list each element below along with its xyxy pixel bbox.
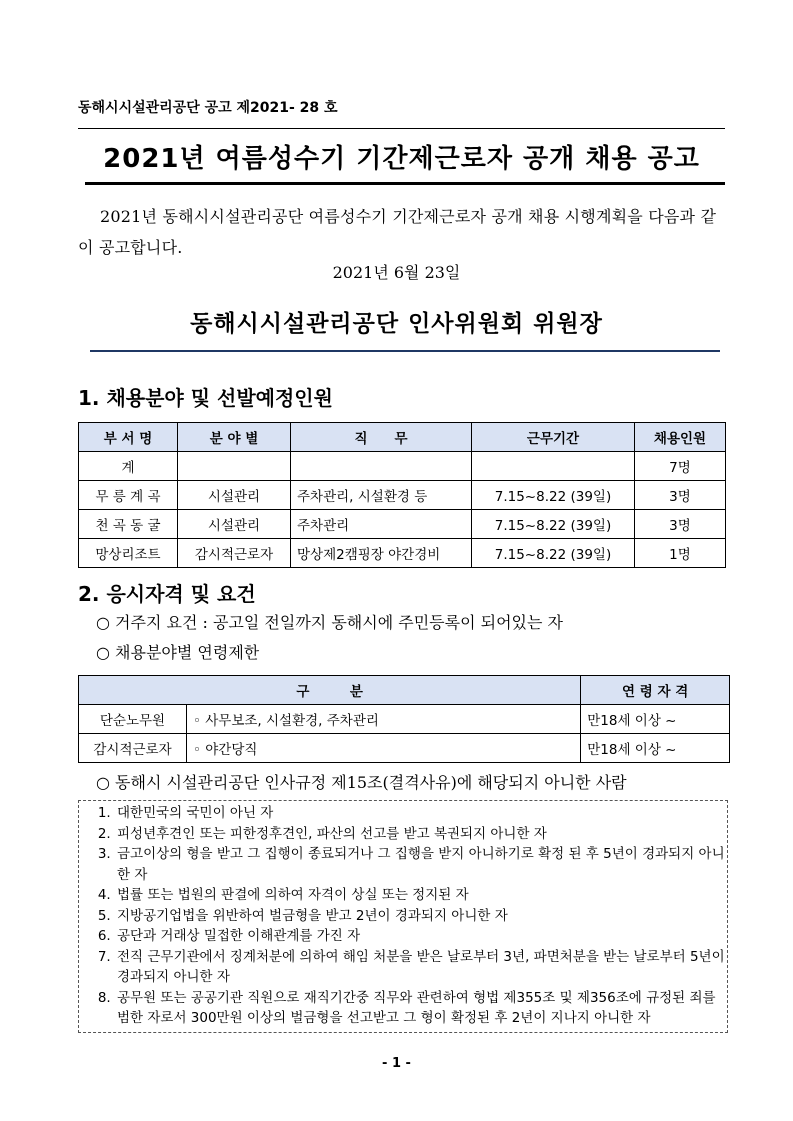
column-header: 근무기간: [472, 423, 635, 452]
list-item: 5. 지방공기업법을 위반하여 벌금형을 받고 2년이 경과되지 아니한 자: [115, 906, 727, 927]
cell-period: [472, 452, 635, 481]
intro-paragraph: 2021년 동해시시설관리공단 여름성수기 기간제근로자 공개 채용 시행계획을 다음과 같이 공고합니다.: [78, 207, 717, 257]
table-header-row: [79, 423, 726, 452]
cell-period: 7.15~8.22 (39일): [472, 510, 635, 539]
list-item: 1. 대한민국의 국민이 아닌 자: [115, 803, 727, 824]
notice-number: 동해시시설관리공단 공고 제2021- 28 호: [78, 100, 338, 116]
list-item: 8. 공무원 또는 공공기관 직원으로 재직기간중 직무와 관련하여 형법 제355조 및 제356조에 규정된 죄를 범한 자로서 300만원 이상의 벌금형을 선고받고 그 형이 확정된 후 2년이 지나지 아니한 자: [115, 988, 727, 1029]
disqualification-heading: ○ 동해시 시설관리공단 인사규정 제15조(결격사유)에 해당되지 아니한 사람: [96, 773, 627, 792]
cell-duty: [291, 452, 472, 481]
cell-category: 단순노무원: [79, 705, 187, 734]
cell-count: 3명: [635, 481, 726, 510]
column-header: 구 분: [79, 676, 581, 705]
cell-duty: 망상제2캠핑장 야간경비: [291, 539, 472, 568]
list-item: 6. 공단과 거래상 밀접한 이해관계를 가진 자: [115, 926, 727, 947]
section-heading: 1. 채용분야 및 선발예정인원: [78, 386, 333, 410]
cell-duties: ◦ 사무보조, 시설환경, 주차관리: [187, 705, 581, 734]
cell-department: 천 곡 동 굴: [79, 510, 178, 539]
recruitment-table: [78, 422, 726, 568]
age-limit-table: [78, 675, 730, 763]
cell-field: [178, 452, 291, 481]
page-title: 2021년 여름성수기 기간제근로자 공개 채용 공고: [103, 144, 700, 174]
list-item: 3. 금고이상의 형을 받고 그 집행이 종료되거나 그 집행을 받지 아니하기로 확정 된 후 5년이 경과되지 아니한 자: [115, 844, 727, 885]
committee-chair: 동해시시설관리공단 인사위원회 위원장: [190, 311, 603, 337]
cell-count: 1명: [635, 539, 726, 568]
divider: [78, 128, 725, 129]
cell-department: 계: [79, 452, 178, 481]
list-item: 4. 법률 또는 법원의 판결에 의하여 자격이 상실 또는 정지된 자: [115, 885, 727, 906]
table-row: [79, 510, 726, 539]
column-header: 직 무: [291, 423, 472, 452]
section-heading: 2. 응시자격 및 요건: [78, 582, 256, 606]
column-header: 부 서 명: [79, 423, 178, 452]
cell-duty: 주차관리, 시설환경 등: [291, 481, 472, 510]
list-item: 2. 피성년후견인 또는 피한정후견인, 파산의 선고를 받고 복권되지 아니한 자: [115, 824, 727, 845]
cell-field: 시설관리: [178, 510, 291, 539]
cell-age: 만18세 이상 ~: [581, 734, 730, 763]
table-row: [79, 705, 730, 734]
cell-department: 무 릉 계 곡: [79, 481, 178, 510]
disqualification-box: [78, 800, 728, 1033]
cell-department: 망상리조트: [79, 539, 178, 568]
table-header-row: [79, 676, 730, 705]
table-row: [79, 539, 726, 568]
column-header: 분 야 별: [178, 423, 291, 452]
divider: [90, 350, 720, 352]
cell-count: 7명: [635, 452, 726, 481]
cell-field: 감시적근로자: [178, 539, 291, 568]
table-row: [79, 481, 726, 510]
divider: [85, 182, 725, 185]
residence-requirement: ○ 거주지 요건 : 공고일 전일까지 동해시에 주민등록이 되어있는 자: [96, 613, 563, 632]
table-row: [79, 734, 730, 763]
notice-date: 2021년 6월 23일: [332, 263, 461, 282]
cell-duty: 주차관리: [291, 510, 472, 539]
cell-duties: ◦ 야간당직: [187, 734, 581, 763]
column-header: 채용인원: [635, 423, 726, 452]
disqualification-list: [79, 801, 727, 1029]
table-row: [79, 452, 726, 481]
column-header: 연 령 자 격: [581, 676, 730, 705]
cell-period: 7.15~8.22 (39일): [472, 539, 635, 568]
age-limit-heading: ○ 채용분야별 연령제한: [96, 643, 260, 662]
cell-count: 3명: [635, 510, 726, 539]
cell-field: 시설관리: [178, 481, 291, 510]
cell-age: 만18세 이상 ~: [581, 705, 730, 734]
cell-period: 7.15~8.22 (39일): [472, 481, 635, 510]
list-item: 7. 전직 근무기관에서 징계처분에 의하여 해임 처분을 받은 날로부터 3년, 파면처분을 받는 날로부터 5년이 경과되지 아니한 자: [115, 947, 727, 988]
page-number: - 1 -: [382, 1056, 411, 1071]
cell-category: 감시적근로자: [79, 734, 187, 763]
